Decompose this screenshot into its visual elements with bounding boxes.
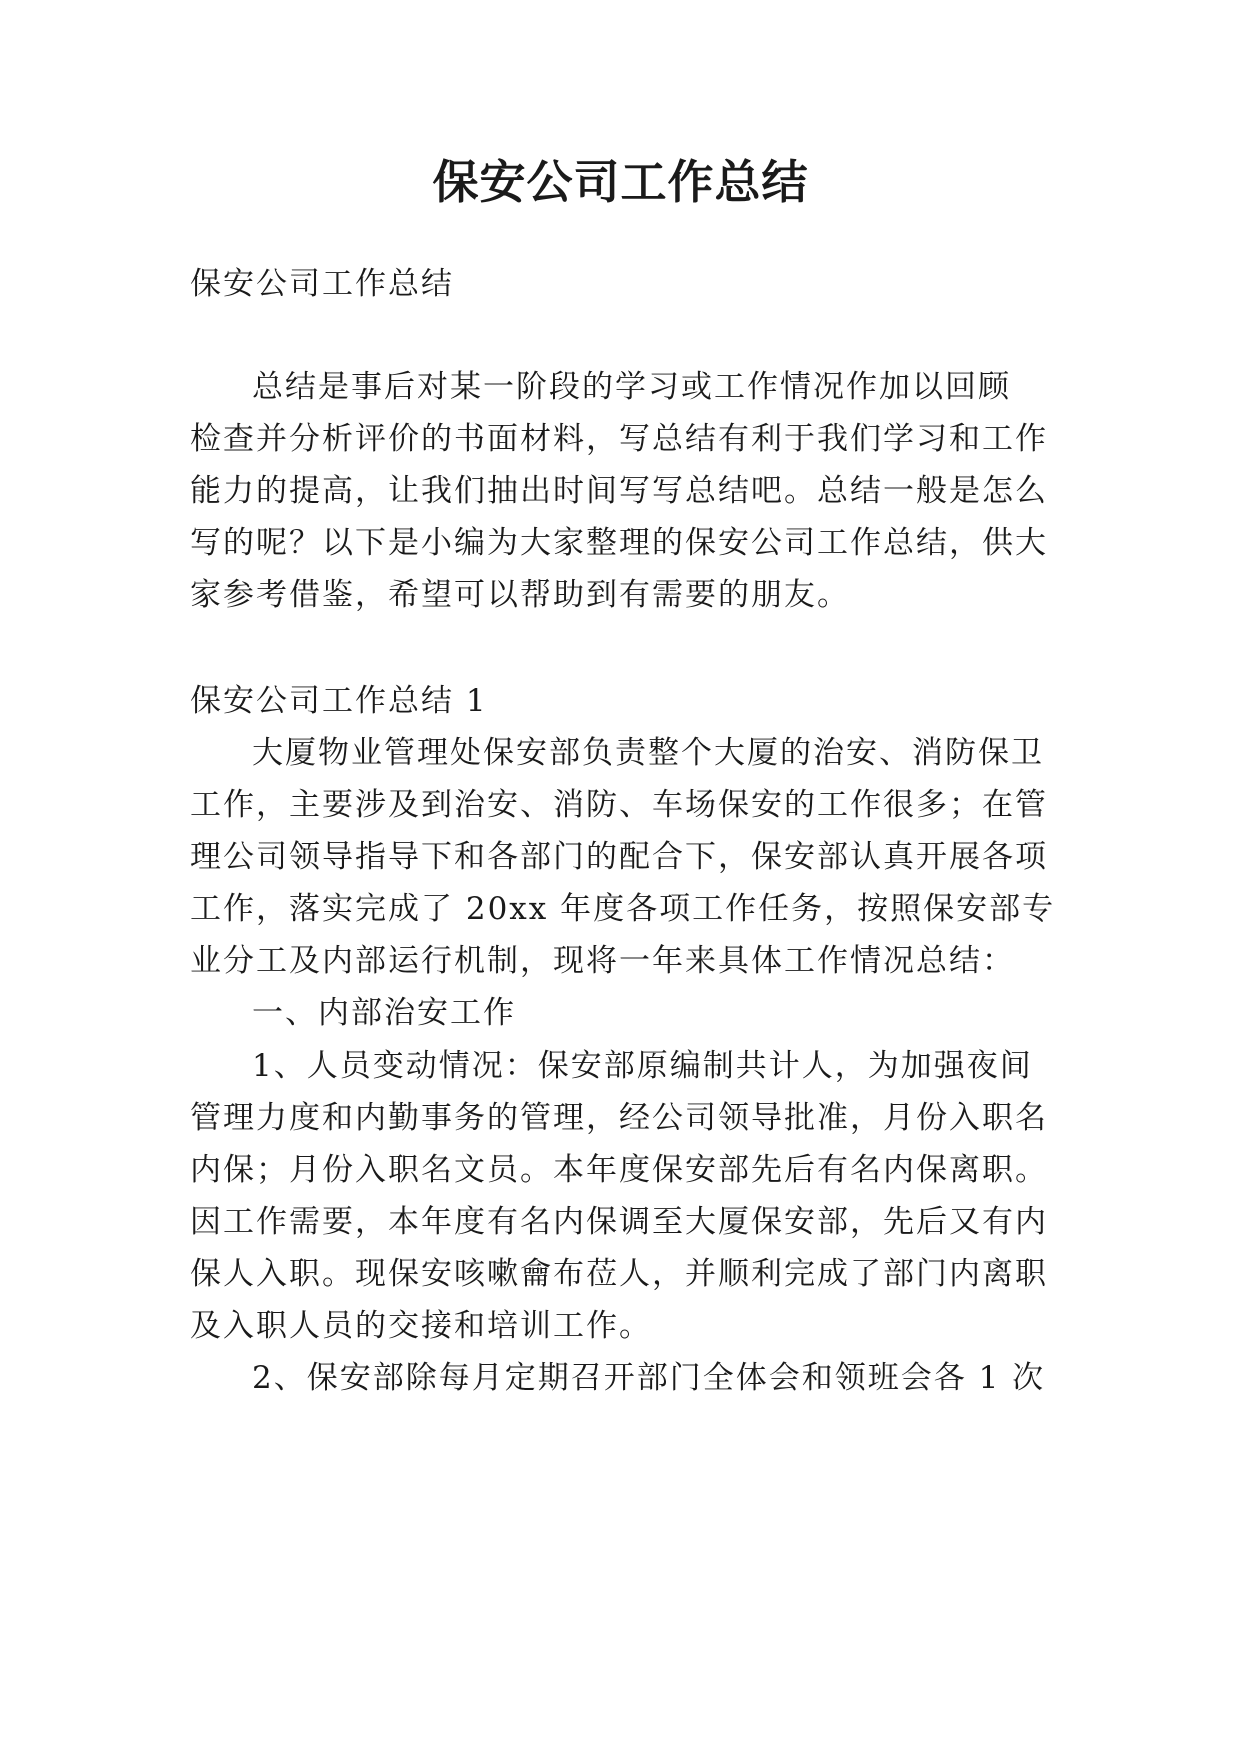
item-1-line-6: 及入职人员的交接和培训工作。 — [190, 1308, 652, 1344]
intro-line-1: 总结是事后对某一阶段的学习或工作情况作加以回顾 — [252, 369, 1011, 405]
item-1-line-2: 管理力度和内勤事务的管理，经公司领导批准，月份入职名 — [190, 1100, 1048, 1136]
item-1-line-5: 保人入职。现保安咳嗽龠布莅人，并顺利完成了部门内离职 — [190, 1256, 1048, 1292]
item-2-line-1: 2、保安部除每月定期召开部门全体会和领班会各 1 次 — [252, 1360, 1046, 1396]
intro-line-5: 家参考借鉴，希望可以帮助到有需要的朋友。 — [190, 577, 850, 613]
subheading-internal-security: 一、内部治安工作 — [252, 995, 516, 1031]
section-1-line-3: 理公司领导指导下和各部门的配合下，保安部认真开展各项 — [190, 839, 1048, 875]
item-1-line-4: 因工作需要，本年度有名内保调至大厦保安部，先后又有内 — [190, 1204, 1048, 1240]
intro-line-2: 检查并分析评价的书面材料，写总结有利于我们学习和工作 — [190, 421, 1048, 457]
item-1-line-3: 内保；月份入职名文员。本年度保安部先后有名内保离职。 — [190, 1152, 1048, 1188]
item-1-line-1: 1、人员变动情况：保安部原编制共计人，为加强夜间 — [252, 1048, 1033, 1084]
section-1-line-1: 大厦物业管理处保安部负责整个大厦的治安、消防保卫 — [252, 735, 1044, 771]
document-subtitle: 保安公司工作总结 — [190, 266, 454, 302]
section-1-line-4: 工作，落实完成了 20xx 年度各项工作任务，按照保安部专 — [190, 891, 1056, 927]
intro-line-3: 能力的提高，让我们抽出时间写写总结吧。总结一般是怎么 — [190, 473, 1048, 509]
document-title: 保安公司工作总结 — [432, 155, 809, 209]
section-1-line-5: 业分工及内部运行机制，现将一年来具体工作情况总结： — [190, 943, 1015, 979]
intro-line-4: 写的呢？以下是小编为大家整理的保安公司工作总结，供大 — [190, 525, 1048, 561]
section-1-heading: 保安公司工作总结 1 — [190, 683, 488, 719]
section-1-line-2: 工作，主要涉及到治安、消防、车场保安的工作很多；在管 — [190, 787, 1048, 823]
